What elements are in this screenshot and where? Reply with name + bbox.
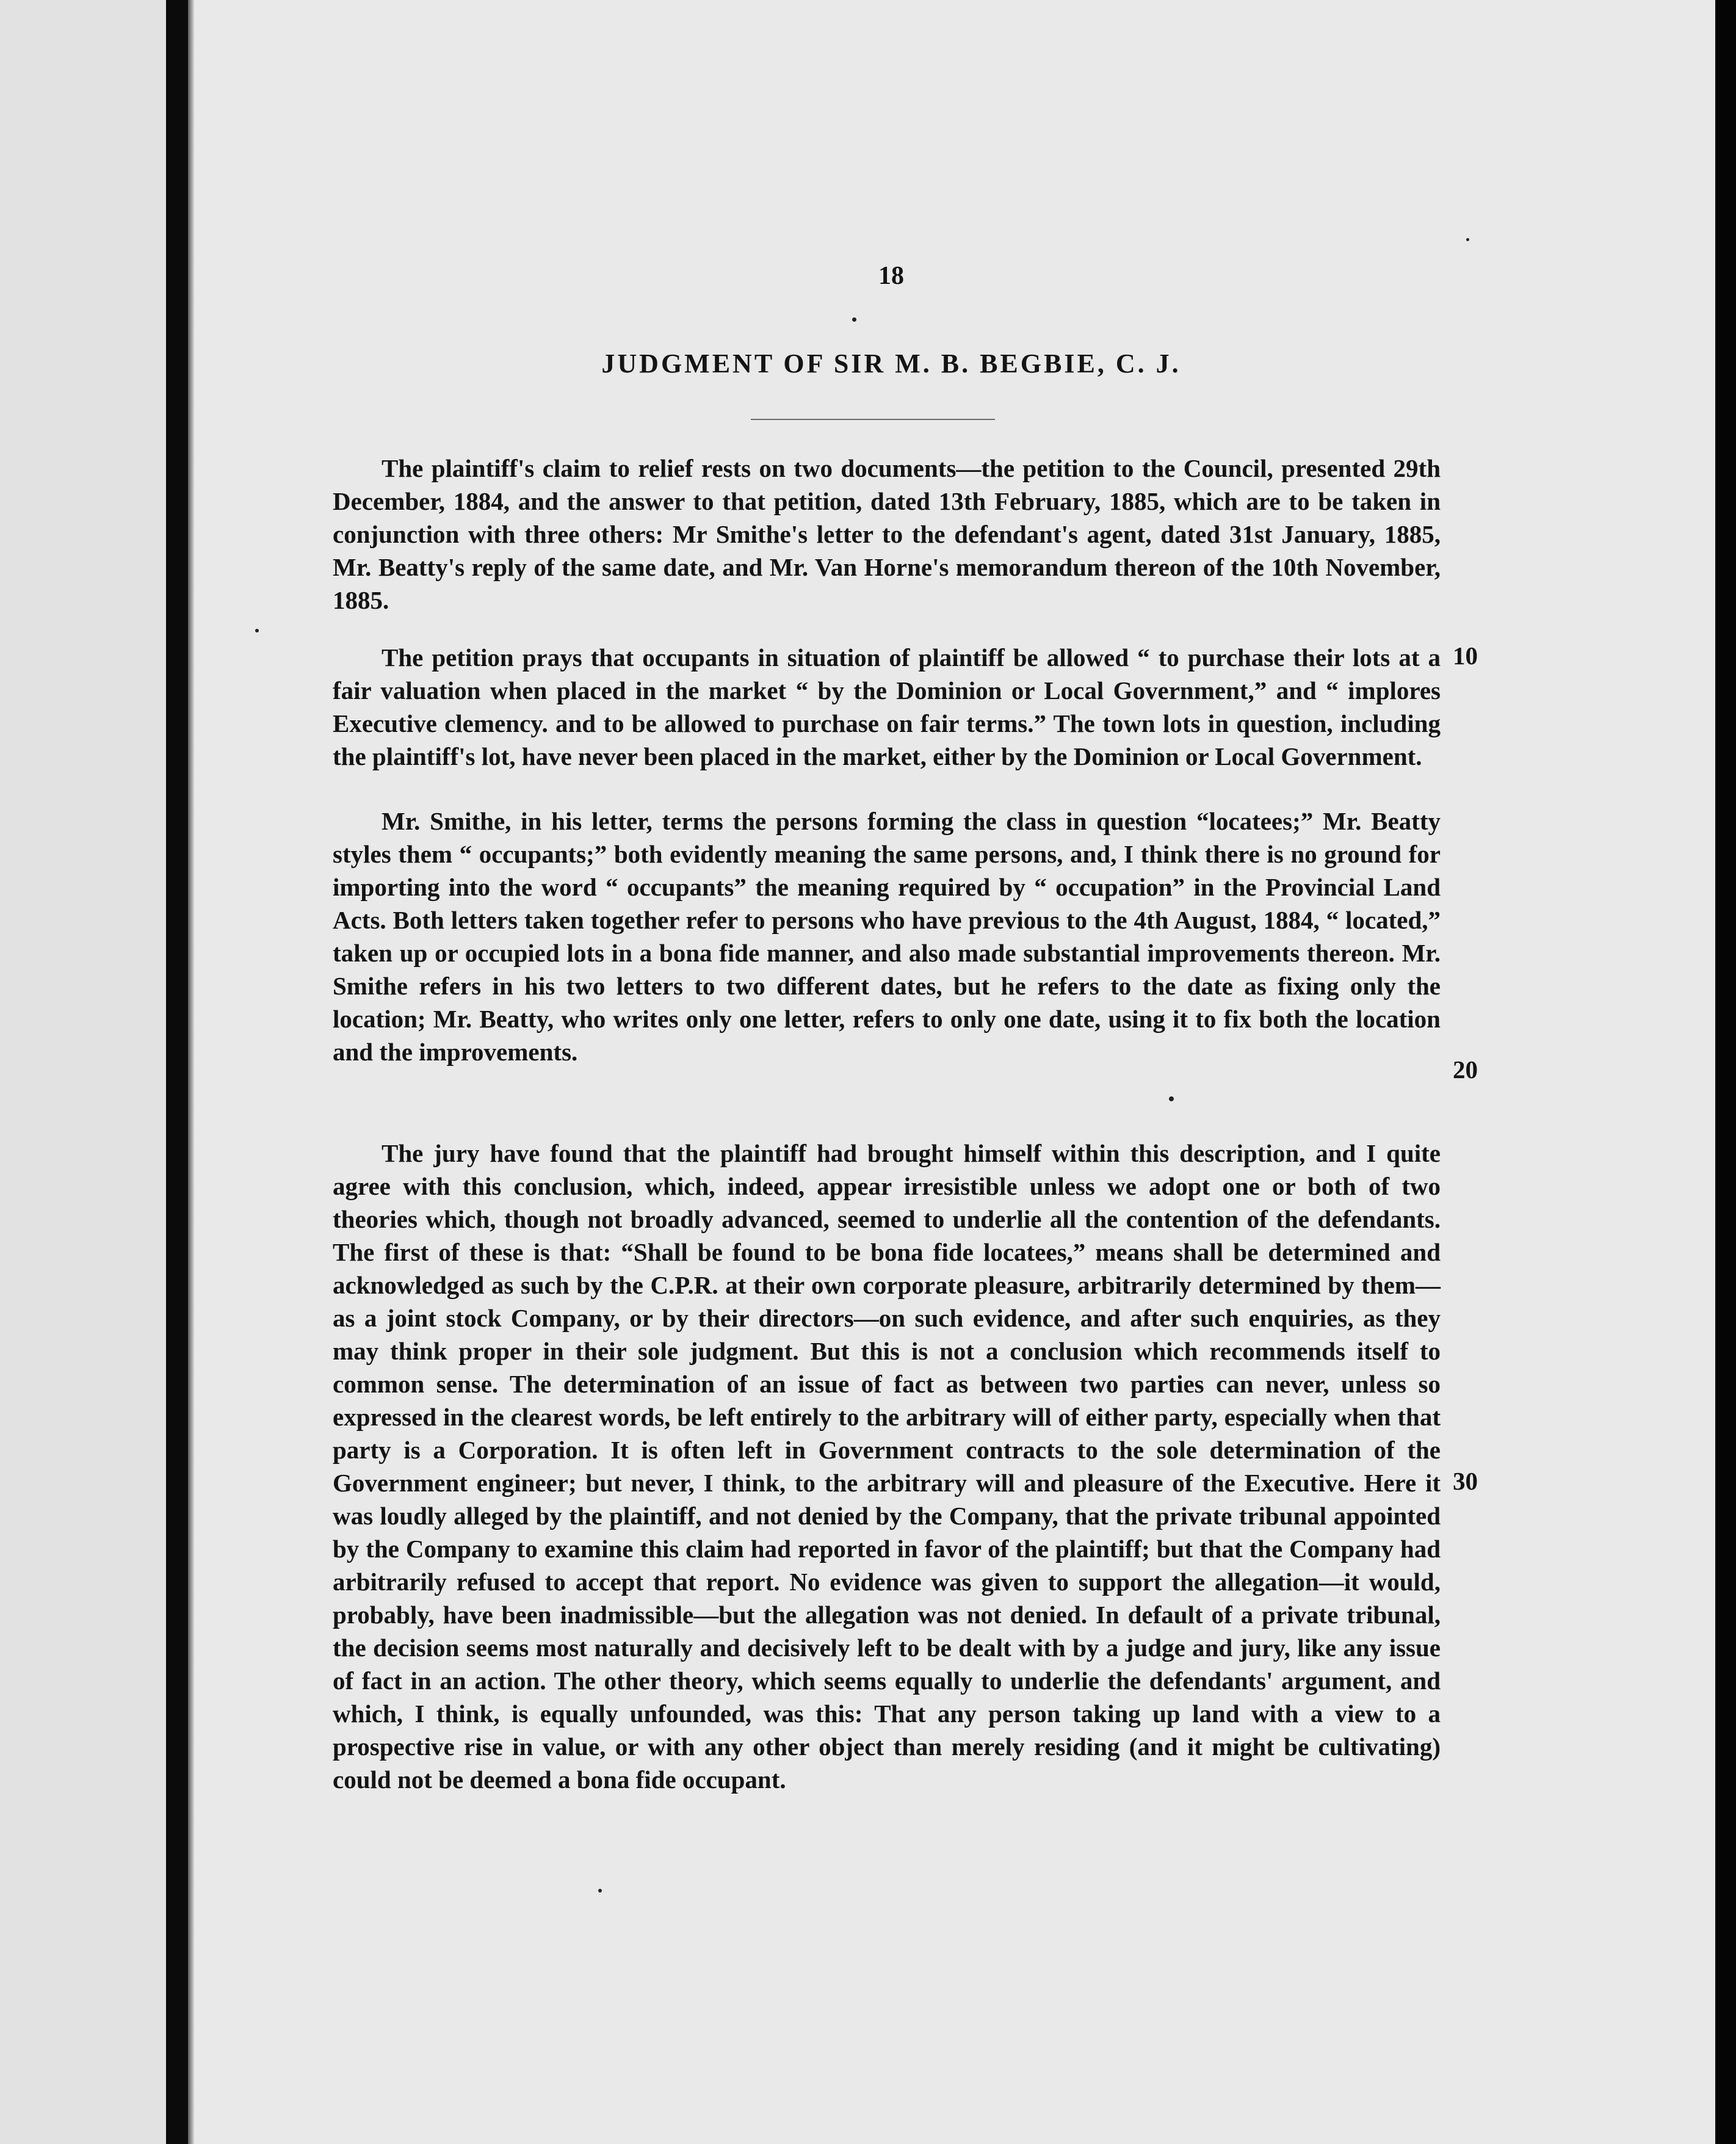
line-number-10: 10 bbox=[1453, 642, 1478, 670]
gutter-shadow bbox=[188, 0, 194, 2144]
facing-page-edge bbox=[0, 0, 166, 2144]
scan-speck bbox=[852, 317, 856, 322]
line-number-20: 20 bbox=[1453, 1056, 1478, 1084]
page-heading: JUDGMENT OF SIR M. B. BEGBIE, C. J. bbox=[601, 349, 1181, 378]
scan-border bbox=[1715, 0, 1736, 2144]
paragraph-2: The petition prays that occupants in situation of plaintiff be allowed “ to purchase their lots at a fair valuation when placed in the market “ by the Dominion or Local Government,” and “ implores Executive clemency. and to be allowed to purchase on fair terms.” The town lots in question, including the plaintiff's lot, have never been placed in the market, either by the Dominion or Local Government. bbox=[333, 643, 1441, 770]
scan-speck bbox=[1169, 1096, 1174, 1101]
scan-speck bbox=[1466, 238, 1469, 241]
scan-speck bbox=[598, 1889, 602, 1892]
scan-speck bbox=[255, 629, 259, 632]
paragraph-1: The plaintiff's claim to relief rests on two documents—the petition to the Council, presented 29th December, 1884, and the answer to that petition, dated 13th February, 1885, which are to be taken in conjunction with three others: Mr Smithe's letter to the defendant's agent, dated 31st January, 1885, Mr. Beatty's reply of the same date, and Mr. Van Horne's memorandum thereon of the 10th November, 1885. bbox=[333, 454, 1441, 614]
binding-gutter bbox=[166, 0, 188, 2144]
heading-rule bbox=[751, 419, 995, 420]
line-number-30: 30 bbox=[1453, 1467, 1478, 1495]
paragraph-4: The jury have found that the plaintiff had brought himself within this description, and I quite agree with this conclusion, which, indeed, appear irresistible unless we adopt one or both of two theories which, though not broadly advanced, seemed to underlie all the contention of the defendants. The first of these is that: “Shall be found to be bona fide locatees,” means shall be determined and acknowledged as such by the C.P.R. at their own corporate pleasure, arbitrarily determined by them—as a joint stock Company, or by their directors—on such evidence, and after such enquiries, as they may think proper in their sole judgment. But this is not a conclusion which recommends itself to common sense. The determination of an issue of fact as between two parties can never, unless so expressed in the clearest words, be left entirely to the arbitrary will of either party, especially when that party is a Corporation. It is often left in Government contracts to the sole determination of the Government engineer; but never, I think, to the arbitrary will and pleasure of the Executive. Here it was loudly alleged by the plaintiff, and not denied by the Company, that the private tribunal appointed by the Company to examine this claim had reported in favor of the plaintiff; but that the Company had arbitrarily refused to accept that report. No evidence was given to support the allegation—it would, probably, have been inadmissible—but the allegation was not denied. In default of a private tribunal, the decision seems most naturally and decisively left to be dealt with by a judge and jury, like any issue of fact in an action. The other theory, which seems equally to underlie the defendants' argument, and which, I think, is equally unfounded, was this: That any person taking up land with a view to a prospective rise in value, or with any other object than merely residing (and it might be cultivating) could not be deemed a bona fide occupant. bbox=[333, 1139, 1441, 1794]
paragraph-3: Mr. Smithe, in his letter, terms the persons forming the class in question “locatees;” Mr. Beatty styles them “ occupants;” both evidently meaning the same persons, and, I think there is no ground for importing into the word “ occupants” the meaning required by “ occupation” in the Provincial Land Acts. Both letters taken together refer to persons who have previous to the 4th August, 1884, “ located,” taken up or occupied lots in a bona fide manner, and also made substantial improvements thereon. Mr. Smithe refers in his two letters to two different dates, but he refers to the date as fixing only the location; Mr. Beatty, who writes only one letter, refers to only one date, using it to fix both the location and the improvements. bbox=[333, 807, 1441, 1066]
page-number: 18 bbox=[878, 262, 904, 290]
